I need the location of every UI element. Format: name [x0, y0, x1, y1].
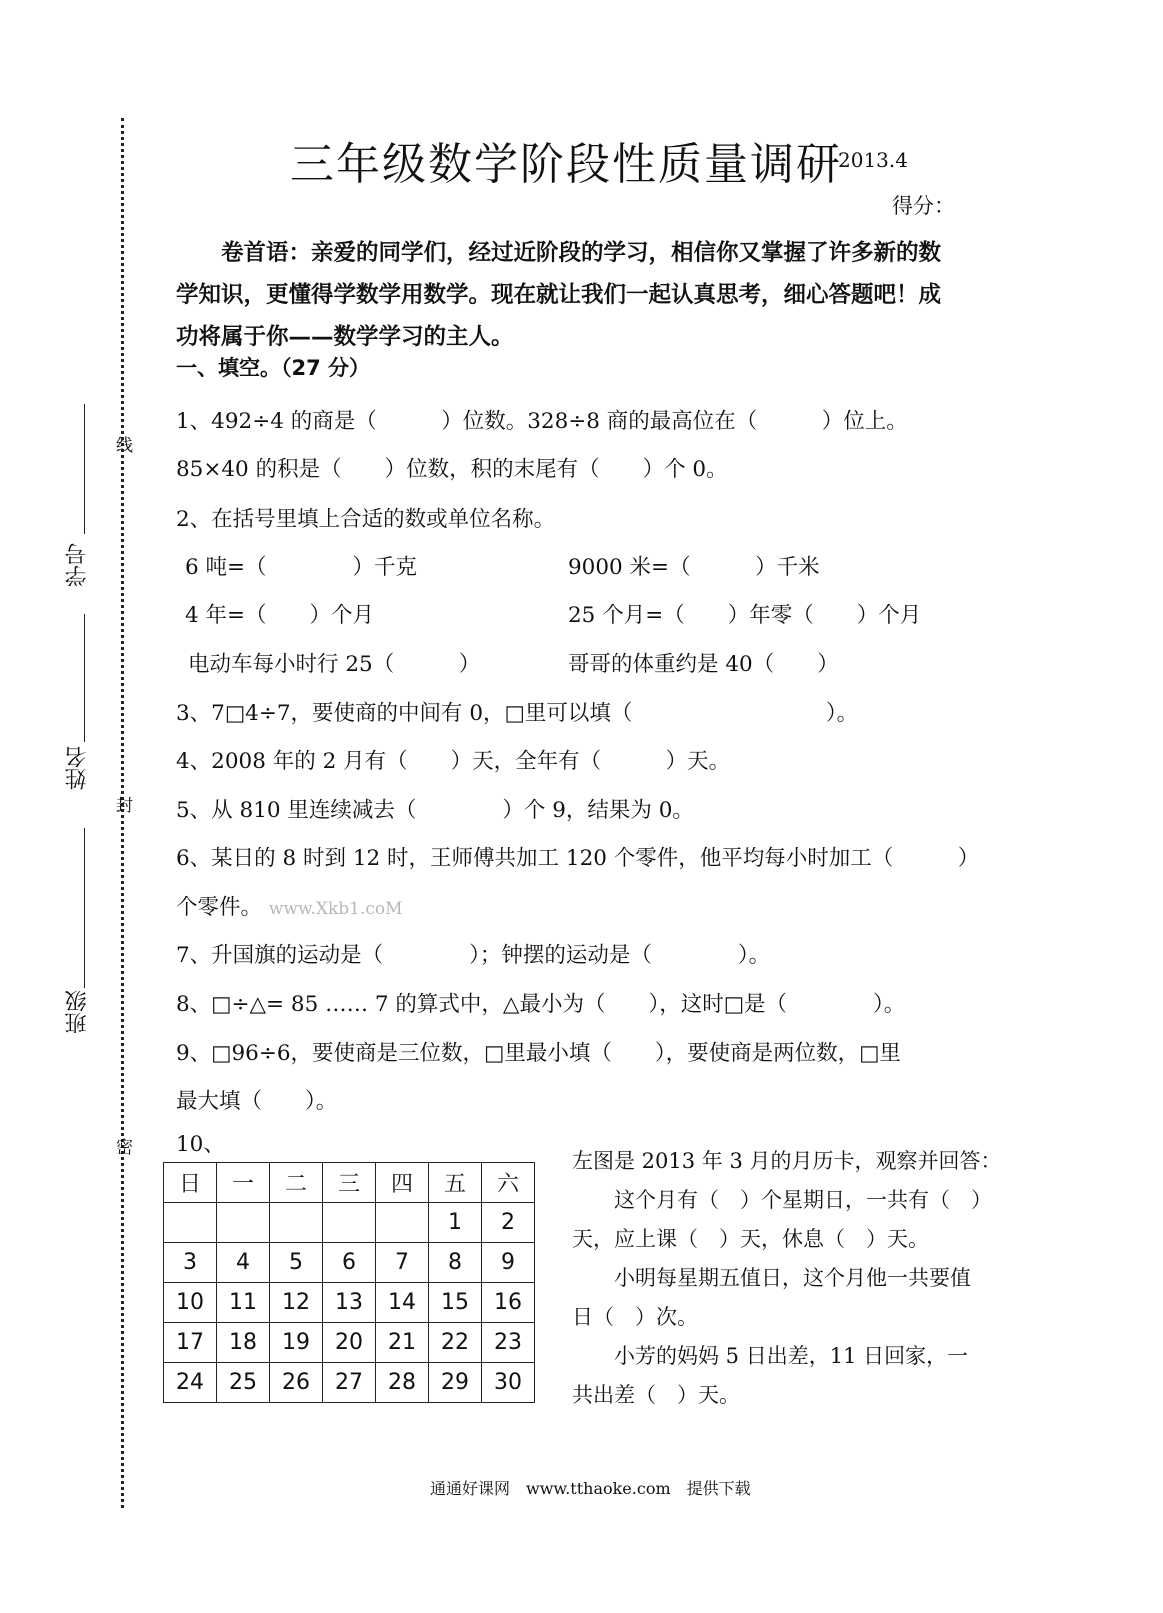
question-9a: 9、□96÷6，要使商是三位数，□里最小填（ ），要使商是两位数，□里	[176, 1041, 901, 1066]
question-2: 2、在括号里填上合适的数或单位名称。	[176, 507, 556, 532]
calendar-day-cell: 23	[482, 1323, 535, 1363]
calendar-day-cell: 20	[323, 1323, 376, 1363]
question-10-line: 天，应上课（ ）天，休息（ ）天。	[572, 1227, 929, 1251]
calendar-day-cell: 5	[270, 1243, 323, 1283]
calendar-header-cell: 日	[164, 1163, 217, 1203]
calendar-day-cell: 11	[217, 1283, 270, 1323]
calendar-day-cell: 17	[164, 1323, 217, 1363]
section-title: 一、填空。（27 分）	[176, 356, 371, 380]
calendar-header-cell: 六	[482, 1163, 535, 1203]
intro-line: 学知识，更懂得学数学用数学。现在就让我们一起认真思考，细心答题吧！成	[176, 282, 942, 308]
calendar-day-cell: 2	[482, 1203, 535, 1243]
calendar-day-cell: 16	[482, 1283, 535, 1323]
calendar-day-cell: 29	[429, 1363, 482, 1403]
calendar-header-cell: 三	[323, 1163, 376, 1203]
calendar-day-cell: 26	[270, 1363, 323, 1403]
page-title: 三年级数学阶段性质量调研	[290, 139, 842, 190]
question-10-line: 左图是 2013 年 3 月的月历卡，观察并回答：	[572, 1149, 1002, 1173]
calendar-week-row	[164, 1283, 535, 1323]
intro-paragraph	[176, 232, 1014, 358]
calendar-day-cell	[217, 1203, 270, 1243]
intro-line: 卷首语：亲爱的同学们，经过近阶段的学习，相信你又掌握了许多新的数	[176, 240, 942, 266]
question-10-label: 10、	[176, 1132, 225, 1157]
question-1a: 1、492÷4 的商是（ ）位数。328÷8 商的最高位在（ ）位上。	[176, 409, 908, 434]
question-6b-text: 个零件。	[176, 895, 263, 920]
calendar-day-cell: 1	[429, 1203, 482, 1243]
question-2-item: 25 个月=（ ）年零（ ）个月	[568, 603, 922, 628]
question-10-line: 小芳的妈妈 5 日出差，11 日回家，一	[572, 1344, 969, 1368]
calendar-day-cell	[376, 1203, 429, 1243]
calendar-day-cell: 13	[323, 1283, 376, 1323]
calendar-week-row	[164, 1203, 535, 1243]
class-label: 班级	[65, 990, 90, 1034]
question-9b: 最大填（ ）。	[176, 1089, 338, 1114]
footer-text: 通通好课网 www.tthaoke.com 提供下载	[430, 1479, 751, 1498]
name-blank	[84, 614, 85, 742]
calendar-day-cell: 28	[376, 1363, 429, 1403]
seal-char-secret: 密	[112, 1138, 132, 1155]
calendar-day-cell: 9	[482, 1243, 535, 1283]
calendar-table	[163, 1162, 535, 1403]
question-2-item: 电动车每小时行 25（ ）	[188, 652, 481, 677]
question-4: 4、2008 年的 2 月有（ ）天，全年有（ ）天。	[176, 749, 731, 774]
calendar-day-cell: 8	[429, 1243, 482, 1283]
calendar-day-cell: 25	[217, 1363, 270, 1403]
calendar-week-row	[164, 1243, 535, 1283]
watermark-text: www.Xkb1.coM	[268, 899, 403, 919]
calendar-day-cell: 19	[270, 1323, 323, 1363]
calendar-header-cell: 一	[217, 1163, 270, 1203]
class-blank	[84, 828, 85, 988]
exam-date: 2013.4	[838, 148, 908, 172]
calendar-day-cell: 27	[323, 1363, 376, 1403]
calendar-header-row	[164, 1163, 535, 1203]
question-10-line: 日（ ）次。	[572, 1305, 698, 1329]
calendar-day-cell: 6	[323, 1243, 376, 1283]
question-10-line: 共出差（ ）天。	[572, 1383, 740, 1407]
question-2-item: 4 年=（ ）个月	[185, 603, 375, 628]
question-2-item: 哥哥的体重约是 40（ ）	[568, 652, 839, 677]
calendar-day-cell	[323, 1203, 376, 1243]
calendar-day-cell: 22	[429, 1323, 482, 1363]
question-3: 3、7□4÷7，要使商的中间有 0，□里可以填（ ）。	[176, 701, 859, 726]
calendar-day-cell: 15	[429, 1283, 482, 1323]
calendar-week-row	[164, 1323, 535, 1363]
calendar-day-cell	[164, 1203, 217, 1243]
binding-dotted-line	[121, 118, 124, 1508]
question-7: 7、升国旗的运动是（ ）；钟摆的运动是（ ）。	[176, 943, 771, 968]
score-label: 得分：	[892, 194, 955, 218]
calendar-day-cell: 7	[376, 1243, 429, 1283]
question-10-line: 小明每星期五值日，这个月他一共要值	[572, 1266, 971, 1290]
question-1b: 85×40 的积是（ ）位数，积的末尾有（ ）个 0。	[176, 457, 728, 482]
question-5: 5、从 810 里连续减去（ ）个 9，结果为 0。	[176, 798, 694, 823]
calendar-day-cell: 24	[164, 1363, 217, 1403]
student-id-blank	[84, 404, 85, 534]
seal-char-seal: 封	[112, 796, 132, 813]
calendar-day-cell: 18	[217, 1323, 270, 1363]
calendar-header-cell: 四	[376, 1163, 429, 1203]
question-6b	[176, 890, 403, 921]
calendar-day-cell: 14	[376, 1283, 429, 1323]
calendar-header-cell: 五	[429, 1163, 482, 1203]
intro-line: 功将属于你——数学学习的主人。	[176, 324, 514, 350]
calendar-day-cell: 3	[164, 1243, 217, 1283]
calendar-day-cell	[270, 1203, 323, 1243]
calendar-day-cell: 30	[482, 1363, 535, 1403]
student-id-label: 学号	[65, 543, 90, 587]
seal-char-line: 线	[112, 436, 132, 453]
name-label: 姓名	[65, 746, 90, 790]
question-8: 8、□÷△= 85 …… 7 的算式中，△最小为（ ），这时□是（ ）。	[176, 992, 906, 1017]
calendar-day-cell: 21	[376, 1323, 429, 1363]
calendar-header-cell: 二	[270, 1163, 323, 1203]
calendar-day-cell: 12	[270, 1283, 323, 1323]
question-10-line: 这个月有（ ）个星期日，一共有（ ）	[572, 1188, 992, 1212]
question-10-text	[572, 1142, 1012, 1415]
calendar-day-cell: 4	[217, 1243, 270, 1283]
calendar-week-row	[164, 1363, 535, 1403]
question-2-item: 9000 米=（ ）千米	[568, 555, 820, 580]
question-2-item: 6 吨=（ ）千克	[185, 555, 418, 580]
question-6a: 6、某日的 8 时到 12 时，王师傅共加工 120 个零件，他平均每小时加工（ ）	[176, 846, 980, 871]
calendar-day-cell: 10	[164, 1283, 217, 1323]
